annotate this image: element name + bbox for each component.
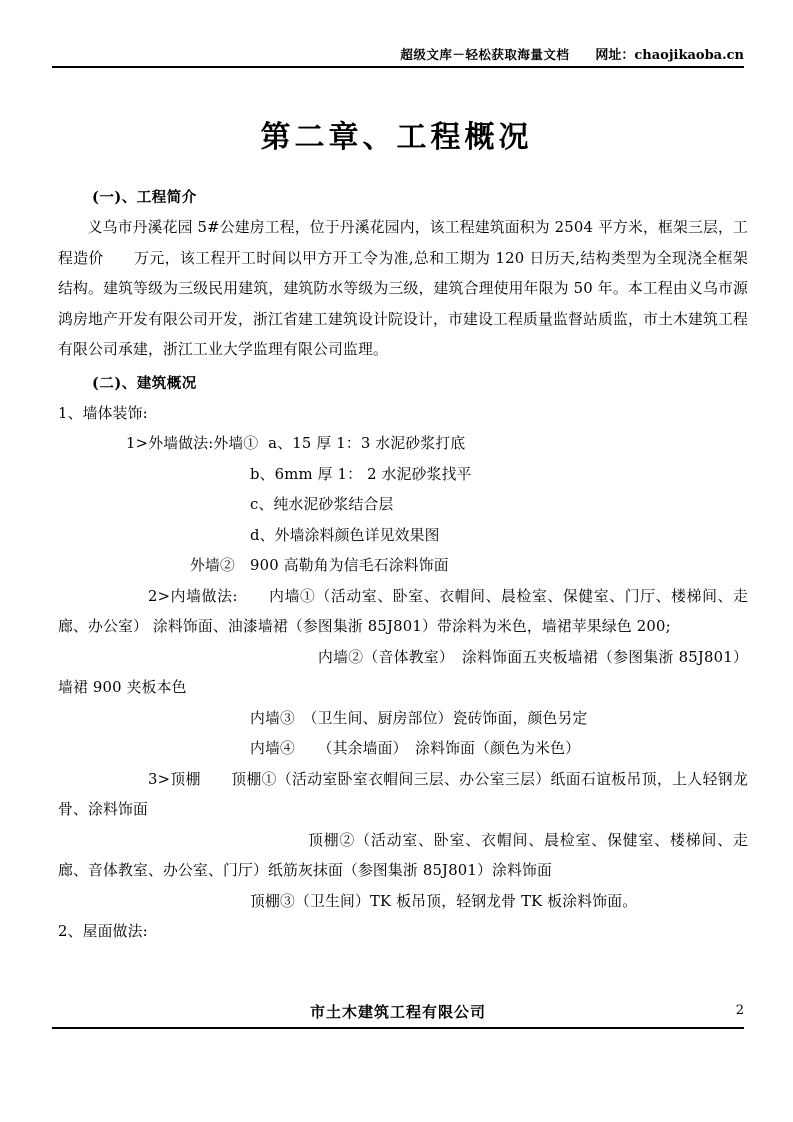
footer-company-name: 市土木建筑工程有限公司 (309, 1003, 486, 1021)
list-item-outer-wall-b: b、6mm 厚 1： 2 水泥砂浆找平 (250, 465, 472, 483)
list-item-inner-wall-2: 内墙②（音体教室） 涂料饰面五夹板墙裙（参图集浙 85J801）墙裙 900 夹板本色 (58, 648, 748, 696)
page-header (52, 44, 744, 68)
page-footer (52, 1001, 744, 1029)
document-body (58, 186, 748, 948)
list-item-inner-wall-1: 2>内墙做法: 内墙①（活动室、卧室、衣帽间、晨检室、保健室、门厅、楼梯间、走廊、办公室） 涂料饰面、油漆墙裙（参图集浙 85J801）带涂料为米色，墙裙苹果绿色 200; (58, 587, 748, 635)
list-item-wall-decoration-label: 1、墙体装饰: (58, 404, 148, 422)
header-website-text: 网址：chaojikaoba.cn (595, 48, 744, 63)
footer-page-number: 2 (735, 1003, 744, 1018)
list-item-inner-wall-3: 内墙③ （卫生间、厨房部位）瓷砖饰面，颜色另定 (250, 709, 588, 727)
page-title: 第二章、工程概况 (260, 120, 533, 155)
section-heading-one: (一)、工程简介 (92, 189, 197, 206)
project-intro-paragraph: 义乌市丹溪花园 5#公建房工程，位于丹溪花园内，该工程建筑面积为 2504 平方米，框架三层，工程造价 万元，该工程开工时间以甲方开工令为准,总和工期为 120 日历天,结构类型为全现浇全框架结构。建筑等级为三级民用建筑，建筑防水等级为三级，建筑合理使用年限为 50 年。本工程由义乌市源鸿房地产开发有限公司开发，浙江省建工建筑设计院设计，市建设工程质量监督站质监，市土木建筑工程有限公司承建，浙江工业大学监理有限公司监理。 (58, 219, 748, 358)
header-watermark-text: 超级文库－轻松获取海量文档 (400, 47, 570, 62)
list-item-roof-method-label: 2、屋面做法: (58, 923, 148, 940)
section-heading-two: (二)、建筑概况 (92, 374, 197, 392)
list-item-ceiling-3: 顶棚③（卫生间）TK 板吊顶，轻钢龙骨 TK 板涂料饰面。 (250, 892, 638, 910)
list-item-ceiling-1: 3>顶棚 顶棚①（活动室卧室衣帽间三层、办公室三层）纸面石谊板吊顶，上人轻钢龙骨、涂料饰面 (58, 770, 748, 818)
list-item-ceiling-2: 顶棚②（活动室、卧室、衣帽间、晨检室、保健室、楼梯间、走廊、音体教室、办公室、门厅）纸筋灰抹面（参图集浙 85J801）涂料饰面 (58, 831, 748, 879)
list-item-outer-wall-method-2: 外墙② 900 高勒角为信毛石涂料饰面 (190, 557, 449, 574)
list-item-outer-wall-c: c、纯水泥砂浆结合层 (250, 496, 394, 513)
list-item-outer-wall-method-1: 1>外墙做法:外墙① a、15 厚 1：3 水泥砂浆打底 (126, 435, 466, 452)
list-item-outer-wall-d: d、外墙涂料颜色详见效果图 (250, 526, 440, 544)
list-item-inner-wall-4: 内墙④ （其余墙面） 涂料饰面（颜色为米色） (250, 740, 581, 757)
